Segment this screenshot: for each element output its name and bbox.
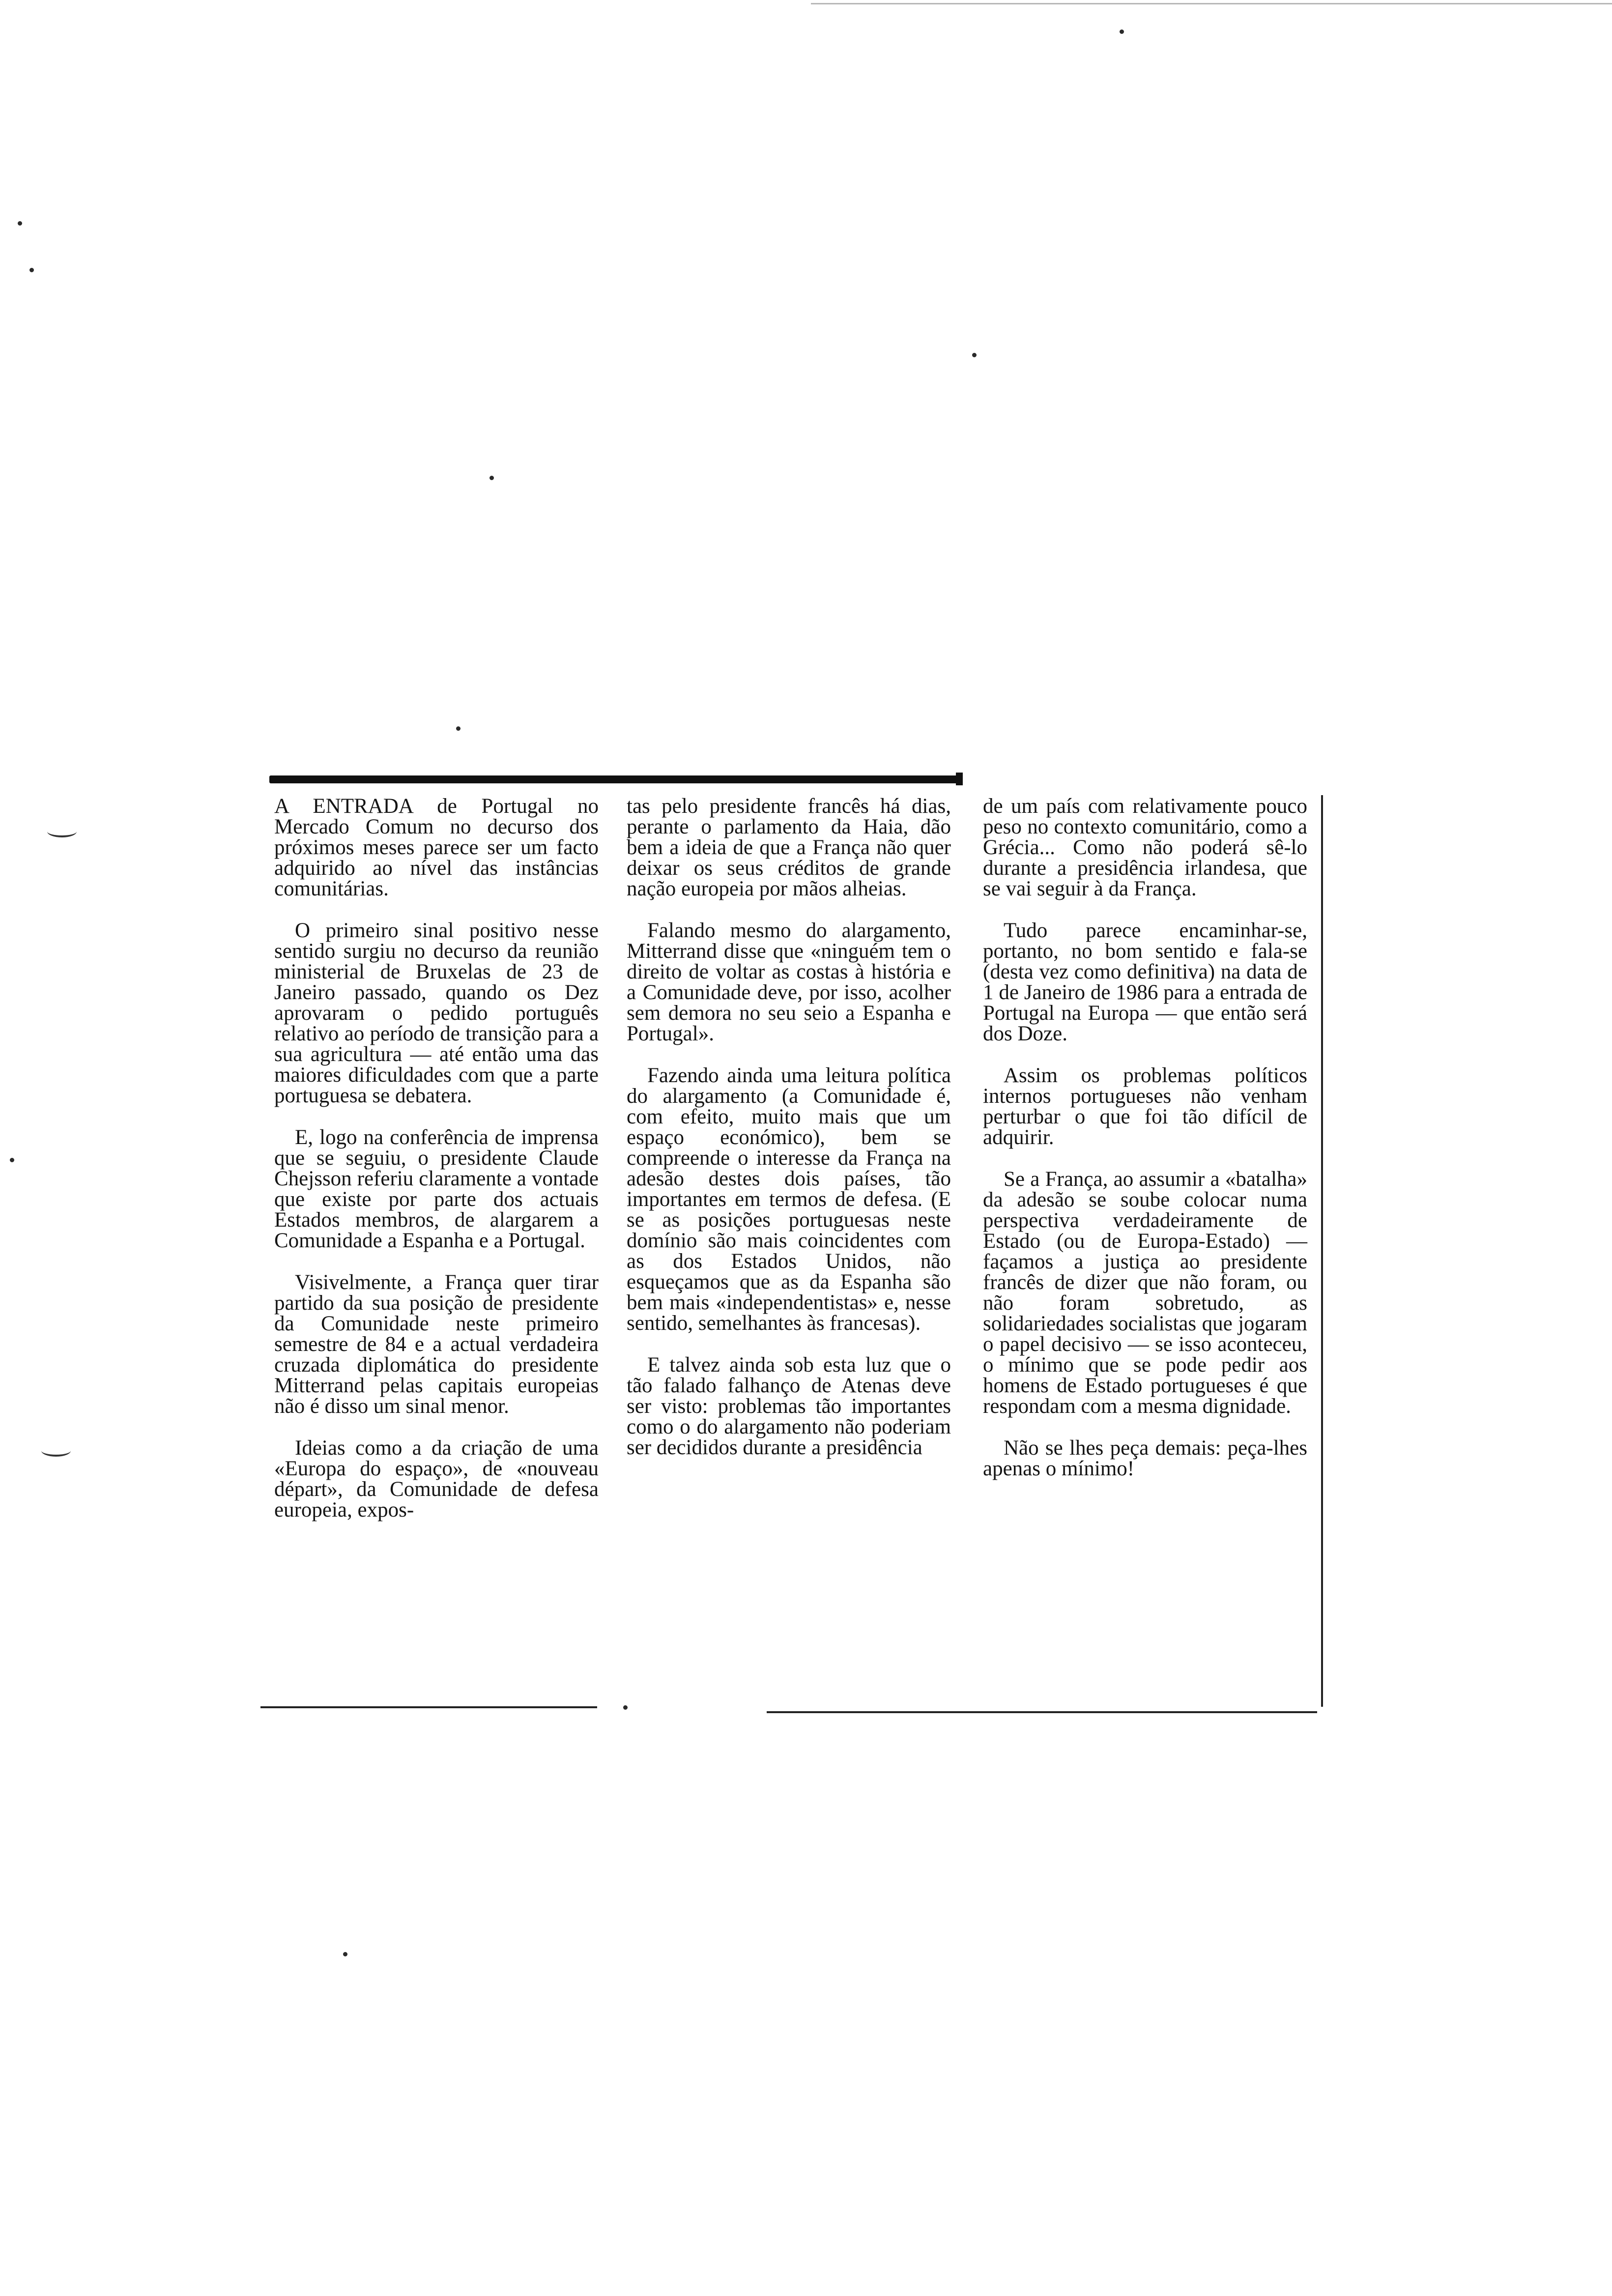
paragraph: O primeiro sinal positivo nesse sentido surgiu no decurso da reunião ministerial de Bruxelas de 23 de Janeiro passado, quando os Dez aprovaram o pedido português relativo ao período de transição para a sua agricultura — até então uma das maiores dificuldades com que a parte portuguesa se debatera. bbox=[274, 919, 599, 1107]
right-cut-edge bbox=[1321, 795, 1323, 1707]
paragraph: tas pelo presidente francês há dias, perante o parlamento da Haia, dão bem a ideia de que a França não quer deixar os seus créditos de grande nação europeia por mãos alheias. bbox=[627, 795, 951, 900]
scan-speck bbox=[18, 221, 22, 226]
paragraph: Visivelmente, a França quer tirar partido da sua posição de presidente da Comunidade neste primeiro semestre de 84 e a actual verdadeira cruzada diplomática do presidente Mitterrand pelas capitais europeias não é disso um sinal menor. bbox=[274, 1271, 599, 1418]
paragraph: Assim os problemas políticos internos portugueses não venham perturbar o que foi tão difícil de adquirir. bbox=[983, 1064, 1307, 1149]
scan-mark bbox=[41, 1445, 71, 1457]
paragraph: A ENTRADA de Portugal no Mercado Comum no decurso dos próximos meses parece ser um facto adquirido ao nível das instâncias comunitárias. bbox=[274, 795, 599, 900]
scan-mark bbox=[47, 826, 77, 837]
scan-speck bbox=[29, 268, 34, 272]
paragraph: Ideias como a da criação de uma «Europa do espaço», de «nouveau départ», da Comunidade de defesa europeia, expos- bbox=[274, 1436, 599, 1521]
article-column-1 bbox=[274, 796, 599, 1521]
paragraph: E talvez ainda sob esta luz que o tão falado falhanço de Atenas deve ser visto: problemas tão importantes como o do alargamento não poderiam ser decididos durante a presidência bbox=[627, 1353, 951, 1459]
paragraph: Tudo parece encaminhar-se, portanto, no bom sentido e fala-se (desta vez como definitiva) na data de 1 de Janeiro de 1986 para a entrada de Portugal na Europa — que então será dos Doze. bbox=[983, 919, 1307, 1045]
paragraph: Se a França, ao assumir a «batalha» da adesão se soube colocar numa perspectiva verdadeiramente de Estado (ou de Europa-Estado) — façamos a justiça ao presidente francês de dizer que não foram, ou não foram sobretudo, as solidariedades socialistas que jogaram o papel decisivo — se isso aconteceu, o mínimo que se pode pedir aos homens de Estado portugueses é que respondam com a mesma dignidade. bbox=[983, 1168, 1307, 1418]
paragraph: de um país com relativamente pouco peso no contexto comunitário, como a Grécia... Como não poderá sê-lo durante a presidência irlandesa, que se vai seguir à da França. bbox=[983, 795, 1307, 900]
scan-speck bbox=[456, 726, 461, 731]
scan-speck bbox=[489, 476, 494, 480]
bottom-rule-right bbox=[767, 1711, 1317, 1713]
article-column-2 bbox=[627, 796, 951, 1458]
article-column-3 bbox=[983, 796, 1307, 1479]
paragraph: E, logo na conferência de imprensa que se seguiu, o presidente Claude Chejsson referiu claramente a vontade que existe por parte dos actuais Estados membros, de alargarem a Comunidade a Espanha e a Portugal. bbox=[274, 1126, 599, 1252]
top-rule bbox=[269, 775, 962, 783]
scan-speck bbox=[10, 1158, 14, 1162]
newspaper-clipping bbox=[265, 767, 1322, 1730]
top-rule-end bbox=[956, 773, 963, 785]
paragraph: Fazendo ainda uma leitura política do alargamento (a Comunidade é, com efeito, muito mais que um espaço económico), bem se compreende o interesse da França na adesão destes dois países, tão importantes em termos de defesa. (E se as posições portuguesas neste domínio são mais coincidentes com as dos Estados Unidos, não esqueçamos que as da Espanha são bem mais «independentistas» e, nesse sentido, semelhantes às francesas). bbox=[627, 1064, 951, 1335]
scan-speck bbox=[1120, 29, 1124, 34]
scan-speck bbox=[343, 1952, 347, 1956]
paragraph: Não se lhes peça demais: peça-lhes apenas o mínimo! bbox=[983, 1436, 1307, 1480]
scan-edge-line bbox=[811, 3, 1612, 4]
paragraph: Falando mesmo do alargamento, Mitterrand disse que «ninguém tem o direito de voltar as costas à história e a Comunidade deve, por isso, acolher sem demora no seu seio a Espanha e Portugal». bbox=[627, 919, 951, 1045]
scan-speck bbox=[972, 353, 977, 357]
bottom-rule-left bbox=[260, 1706, 597, 1708]
